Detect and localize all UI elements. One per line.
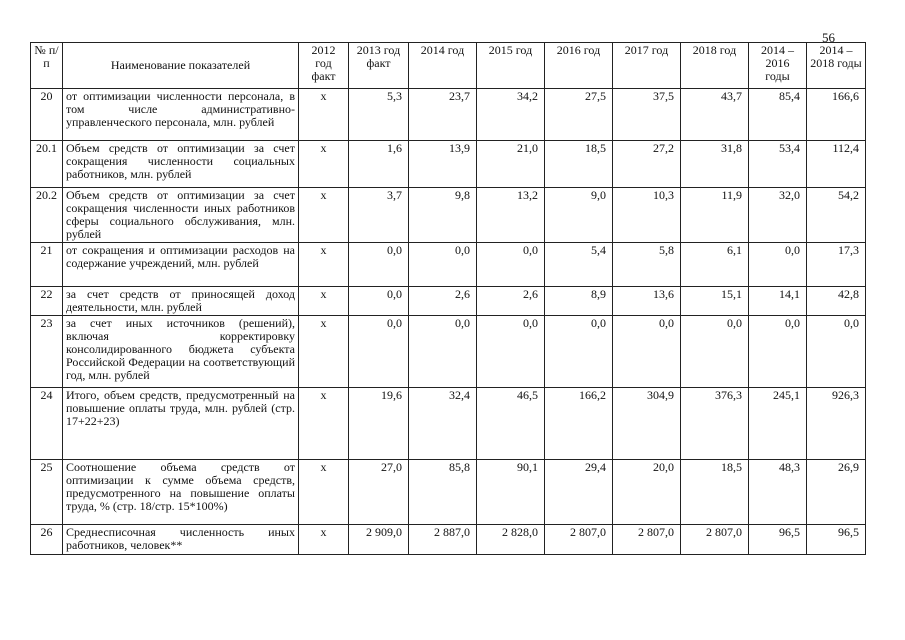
row-value-cell: 112,4	[807, 141, 866, 188]
row-value-cell: x	[299, 89, 349, 141]
row-value-cell: 2 909,0	[349, 525, 409, 555]
table-row	[31, 188, 866, 243]
row-value-cell: x	[299, 188, 349, 243]
row-value-cell: x	[299, 460, 349, 525]
row-value-cell: 27,5	[545, 89, 613, 141]
row-value-cell: x	[299, 316, 349, 388]
row-value-cell: 8,9	[545, 287, 613, 316]
row-value-cell: 29,4	[545, 460, 613, 525]
row-number: 20.2	[31, 188, 63, 243]
row-indicator-name: Объем средств от оптимизации за счет сокращения численности социальных работников, млн. рублей	[63, 141, 299, 188]
row-value-cell: 37,5	[613, 89, 681, 141]
row-value-cell: 0,0	[477, 316, 545, 388]
row-value-cell: 0,0	[749, 316, 807, 388]
row-value-cell: 26,9	[807, 460, 866, 525]
header-2012: 2012 год факт	[299, 43, 349, 89]
header-name: Наименование показателей	[63, 43, 299, 89]
table-row	[31, 89, 866, 141]
table-row	[31, 460, 866, 525]
row-indicator-name: от оптимизации численности персонала, в том числе административно-управленческого персонала, млн. рублей	[63, 89, 299, 141]
table-row	[31, 243, 866, 287]
row-value-cell: 1,6	[349, 141, 409, 188]
header-2014: 2014 год	[409, 43, 477, 89]
row-value-cell: 21,0	[477, 141, 545, 188]
row-value-cell: 0,0	[545, 316, 613, 388]
row-value-cell: 2 807,0	[681, 525, 749, 555]
row-value-cell: 6,1	[681, 243, 749, 287]
row-value-cell: 23,7	[409, 89, 477, 141]
row-indicator-name: от сокращения и оптимизации расходов на содержание учреждений, млн. рублей	[63, 243, 299, 287]
row-value-cell: 96,5	[749, 525, 807, 555]
row-number: 24	[31, 388, 63, 460]
row-number: 26	[31, 525, 63, 555]
row-value-cell: 32,4	[409, 388, 477, 460]
row-value-cell: 20,0	[613, 460, 681, 525]
row-value-cell: 85,8	[409, 460, 477, 525]
row-indicator-name: Итого, объем средств, предусмотренный на повышение оплаты труда, млн. рублей (стр. 17+22+23)	[63, 388, 299, 460]
page-number: 56	[822, 30, 835, 45]
row-value-cell: 18,5	[545, 141, 613, 188]
row-value-cell: 18,5	[681, 460, 749, 525]
row-value-cell: 85,4	[749, 89, 807, 141]
row-value-cell: 0,0	[681, 316, 749, 388]
row-value-cell: x	[299, 388, 349, 460]
row-number: 23	[31, 316, 63, 388]
table-row	[31, 141, 866, 188]
row-value-cell: 2 887,0	[409, 525, 477, 555]
row-value-cell: 31,8	[681, 141, 749, 188]
row-value-cell: 14,1	[749, 287, 807, 316]
row-value-cell: 10,3	[613, 188, 681, 243]
row-value-cell: 2,6	[409, 287, 477, 316]
row-indicator-name: Среднесписочная численность иных работников, человек**	[63, 525, 299, 555]
row-value-cell: 2 807,0	[613, 525, 681, 555]
row-value-cell: 0,0	[349, 243, 409, 287]
row-value-cell: 15,1	[681, 287, 749, 316]
row-indicator-name: Соотношение объема средств от оптимизации к сумме объема средств, предусмотренного на повышение оплаты труда, % (стр. 18/стр. 15*100%)	[63, 460, 299, 525]
row-value-cell: 27,0	[349, 460, 409, 525]
row-value-cell: x	[299, 243, 349, 287]
header-2018: 2018 год	[681, 43, 749, 89]
row-value-cell: 376,3	[681, 388, 749, 460]
row-value-cell: 166,2	[545, 388, 613, 460]
row-indicator-name: за счет иных источников (решений), включая корректировку консолидированного бюджета субъекта Российской Федерации на соответствующий год, млн. рублей	[63, 316, 299, 388]
row-value-cell: 5,4	[545, 243, 613, 287]
row-value-cell: 245,1	[749, 388, 807, 460]
header-2015: 2015 год	[477, 43, 545, 89]
table-row	[31, 388, 866, 460]
row-indicator-name: за счет средств от приносящей доход деятельности, млн. рублей	[63, 287, 299, 316]
row-indicator-name: Объем средств от оптимизации за счет сокращения численности иных работников сферы социального обслуживания, млн. рублей	[63, 188, 299, 243]
row-value-cell: 19,6	[349, 388, 409, 460]
row-number: 21	[31, 243, 63, 287]
row-value-cell: x	[299, 141, 349, 188]
row-value-cell: 27,2	[613, 141, 681, 188]
table-row	[31, 316, 866, 388]
row-value-cell: 17,3	[807, 243, 866, 287]
row-value-cell: 32,0	[749, 188, 807, 243]
row-value-cell: 5,8	[613, 243, 681, 287]
row-value-cell: 0,0	[349, 316, 409, 388]
row-value-cell: 0,0	[409, 243, 477, 287]
row-value-cell: 48,3	[749, 460, 807, 525]
row-value-cell: 42,8	[807, 287, 866, 316]
row-value-cell: 0,0	[349, 287, 409, 316]
row-value-cell: 3,7	[349, 188, 409, 243]
header-2013: 2013 год факт	[349, 43, 409, 89]
row-value-cell: 304,9	[613, 388, 681, 460]
row-value-cell: 13,9	[409, 141, 477, 188]
header-2016: 2016 год	[545, 43, 613, 89]
row-number: 20	[31, 89, 63, 141]
row-value-cell: 9,0	[545, 188, 613, 243]
row-number: 20.1	[31, 141, 63, 188]
row-value-cell: 0,0	[409, 316, 477, 388]
row-value-cell: 0,0	[477, 243, 545, 287]
row-value-cell: 54,2	[807, 188, 866, 243]
row-value-cell: 13,6	[613, 287, 681, 316]
row-value-cell: 46,5	[477, 388, 545, 460]
row-value-cell: x	[299, 287, 349, 316]
row-number: 22	[31, 287, 63, 316]
table-header-row	[31, 43, 866, 89]
row-value-cell: 9,8	[409, 188, 477, 243]
row-value-cell: 96,5	[807, 525, 866, 555]
header-2017: 2017 год	[613, 43, 681, 89]
row-value-cell: 11,9	[681, 188, 749, 243]
header-2014-2018: 2014 – 2018 годы	[807, 43, 866, 89]
indicators-table	[30, 42, 866, 555]
row-value-cell: 13,2	[477, 188, 545, 243]
row-value-cell: 926,3	[807, 388, 866, 460]
header-2014-2016: 2014 – 2016 годы	[749, 43, 807, 89]
row-value-cell: 0,0	[749, 243, 807, 287]
row-value-cell: 90,1	[477, 460, 545, 525]
row-value-cell: x	[299, 525, 349, 555]
row-value-cell: 5,3	[349, 89, 409, 141]
row-value-cell: 0,0	[807, 316, 866, 388]
row-value-cell: 53,4	[749, 141, 807, 188]
row-value-cell: 2 807,0	[545, 525, 613, 555]
row-value-cell: 34,2	[477, 89, 545, 141]
row-value-cell: 2 828,0	[477, 525, 545, 555]
table-row	[31, 287, 866, 316]
row-value-cell: 2,6	[477, 287, 545, 316]
header-num: № п/п	[31, 43, 63, 89]
row-number: 25	[31, 460, 63, 525]
table-row	[31, 525, 866, 555]
row-value-cell: 43,7	[681, 89, 749, 141]
row-value-cell: 0,0	[613, 316, 681, 388]
row-value-cell: 166,6	[807, 89, 866, 141]
